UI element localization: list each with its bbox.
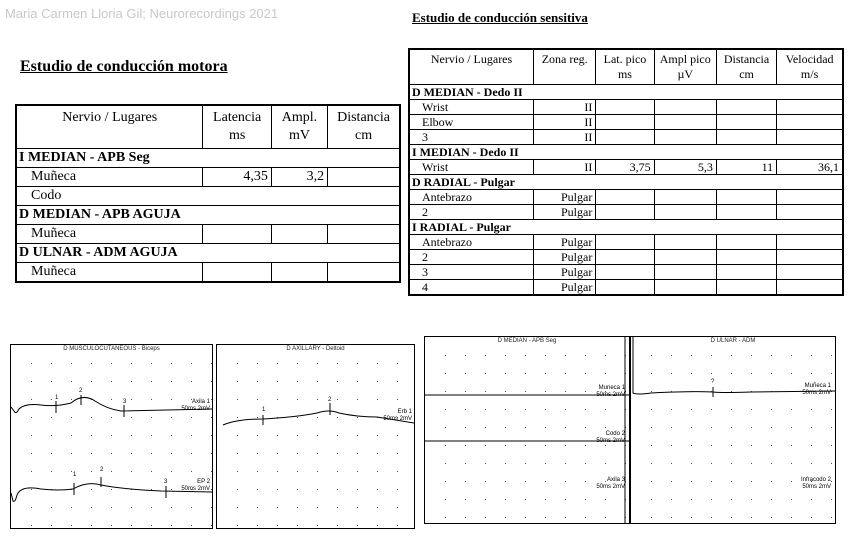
- distance-cell: [328, 225, 400, 244]
- waveform-plot: [425, 337, 629, 523]
- table-row: [16, 225, 400, 244]
- velocity-cell: [777, 205, 843, 220]
- panel-title: D MEDIAN - APB Seg: [497, 338, 557, 344]
- waveform-plot: [631, 337, 835, 523]
- watermark: Maria Carmen Lloria Gil; Neurorecordings 2021: [5, 6, 279, 21]
- zone-cell: II: [534, 160, 596, 175]
- trace-label: Codo 2 50ms 2mV: [596, 431, 625, 444]
- table-row: [16, 168, 400, 187]
- amplitude-cell: [654, 205, 716, 220]
- latency-cell: [596, 130, 654, 145]
- marker: 3: [164, 479, 168, 485]
- table-row: [409, 250, 843, 265]
- amplitude-cell: [654, 250, 716, 265]
- motor-header-latencia: Latencia ms: [203, 105, 271, 149]
- latency-cell: 3,75: [596, 160, 654, 175]
- trace-label: Muñeca 1 50ms 2mV: [802, 383, 831, 396]
- waveform-panel-musculocutaneous: [10, 344, 213, 529]
- zone-cell: II: [534, 100, 596, 115]
- zone-cell: II: [534, 130, 596, 145]
- table-row: [409, 265, 843, 280]
- distance-cell: [716, 130, 776, 145]
- distance-cell: [716, 115, 776, 130]
- velocity-cell: [777, 190, 843, 205]
- marker: 2: [100, 467, 104, 473]
- trace-label: Muneca 1 50ms 2mV: [596, 385, 625, 398]
- trace-label: Infracodo 2 50ms 2mV: [800, 477, 831, 490]
- velocity-cell: [777, 235, 843, 250]
- marker: 2: [328, 397, 332, 403]
- zone-cell: Pulgar: [534, 265, 596, 280]
- amplitude-cell: [271, 225, 327, 244]
- amplitude-cell: [271, 263, 327, 283]
- distance-cell: [716, 250, 776, 265]
- latency-cell: [596, 265, 654, 280]
- distance-cell: [716, 280, 776, 296]
- marker: 1: [73, 472, 77, 478]
- marker: 2: [79, 388, 83, 394]
- velocity-cell: [777, 100, 843, 115]
- amplitude-cell: [654, 280, 716, 296]
- marker: ?: [711, 379, 715, 385]
- distance-cell: [716, 265, 776, 280]
- zone-cell: Pulgar: [534, 280, 596, 296]
- site-cell: 2: [409, 250, 534, 265]
- sensory-header-zona: Zona reg.: [534, 49, 596, 85]
- site-cell: Antebrazo: [409, 190, 534, 205]
- amplitude-cell: [654, 130, 716, 145]
- motor-header-ampl: Ampl. mV: [271, 105, 327, 149]
- site-cell: 4: [409, 280, 534, 296]
- amplitude-cell: [654, 190, 716, 205]
- distance-cell: [716, 235, 776, 250]
- panel-title: D MUSCULOCUTANEOUS - Biceps: [63, 346, 160, 352]
- sensory-header-ampl: Ampl pico µV: [654, 49, 716, 85]
- distance-cell: [716, 190, 776, 205]
- trace-label: Axila 3 50ms 2mV: [596, 477, 625, 490]
- marker: 1: [262, 407, 266, 413]
- motor-group: I MEDIAN - APB Seg: [16, 149, 400, 168]
- velocity-cell: [777, 115, 843, 130]
- sensory-group: D MEDIAN - Dedo II: [409, 85, 843, 100]
- distance-cell: [328, 263, 400, 283]
- sensory-table: [408, 48, 844, 296]
- waveform-panel-axillary: [216, 344, 415, 529]
- latency-cell: [596, 190, 654, 205]
- panel-title: D AXILLARY - Deltoid: [286, 346, 345, 352]
- waveform-plot: [11, 345, 212, 528]
- site-cell: 2: [409, 205, 534, 220]
- table-row: [409, 190, 843, 205]
- site-cell: 3: [409, 130, 534, 145]
- latency-cell: [203, 263, 271, 283]
- latency-cell: 4,35: [203, 168, 271, 187]
- table-row: [409, 235, 843, 250]
- table-row: [16, 263, 400, 283]
- latency-cell: [203, 225, 271, 244]
- site-cell: Muñeca: [16, 168, 203, 187]
- motor-group: D ULNAR - ADM AGUJA: [16, 244, 400, 263]
- velocity-cell: 36,1: [777, 160, 843, 175]
- site-cell: Antebrazo: [409, 235, 534, 250]
- amplitude-cell: 3,2: [271, 168, 327, 187]
- zone-cell: Pulgar: [534, 205, 596, 220]
- amplitude-cell: [654, 100, 716, 115]
- motor-header-nervio: Nervio / Lugares: [16, 105, 203, 149]
- sensory-group: D RADIAL - Pulgar: [409, 175, 843, 190]
- waveform-panel-ulnar: [630, 336, 836, 524]
- sensory-header-vel: Velocidad m/s: [777, 49, 843, 85]
- zone-cell: Pulgar: [534, 235, 596, 250]
- trace-label: EP 2 50ms 2mV: [181, 479, 210, 492]
- motor-group: D MEDIAN - APB AGUJA: [16, 206, 400, 225]
- marker: 3: [123, 399, 127, 405]
- sensory-title: Estudio de conducción sensitiva: [412, 10, 588, 25]
- distance-cell: [716, 205, 776, 220]
- sensory-header-nervio: Nervio / Lugares: [409, 49, 534, 85]
- distance-cell: 11: [716, 160, 776, 175]
- distance-cell: [328, 168, 400, 187]
- table-row: [409, 130, 843, 145]
- amplitude-cell: 5,3: [654, 160, 716, 175]
- velocity-cell: [777, 250, 843, 265]
- waveform-plot: [217, 345, 414, 528]
- velocity-cell: [777, 130, 843, 145]
- trace-label: Axila 1 50ms 2mV: [181, 399, 210, 412]
- marker: 1: [55, 395, 59, 401]
- zone-cell: Pulgar: [534, 190, 596, 205]
- velocity-cell: [777, 280, 843, 296]
- site-cell: Wrist: [409, 160, 534, 175]
- site-cell: Muñeca: [16, 225, 203, 244]
- latency-cell: [596, 115, 654, 130]
- sensory-group: I MEDIAN - Dedo II: [409, 145, 843, 160]
- sensory-header-lat: Lat. pico ms: [596, 49, 654, 85]
- table-row: [409, 160, 843, 175]
- velocity-cell: [777, 265, 843, 280]
- site-cell: Elbow: [409, 115, 534, 130]
- site-cell: 3: [409, 265, 534, 280]
- motor-table: [15, 104, 401, 283]
- latency-cell: [596, 280, 654, 296]
- latency-cell: [596, 235, 654, 250]
- latency-cell: [596, 205, 654, 220]
- zone-cell: II: [534, 115, 596, 130]
- amplitude-cell: [654, 265, 716, 280]
- table-row: [409, 115, 843, 130]
- sensory-group: I RADIAL - Pulgar: [409, 220, 843, 235]
- latency-cell: [596, 250, 654, 265]
- motor-header-distancia: Distancia cm: [328, 105, 400, 149]
- amplitude-cell: [654, 115, 716, 130]
- waveform-panel-median: [424, 336, 630, 524]
- amplitude-cell: [654, 235, 716, 250]
- panel-title: D ULNAR - ADM: [710, 338, 756, 344]
- table-row: [409, 100, 843, 115]
- table-row: [16, 187, 400, 206]
- site-cell: Codo: [16, 187, 400, 206]
- site-cell: Wrist: [409, 100, 534, 115]
- sensory-header-dist: Distancia cm: [716, 49, 776, 85]
- motor-title: Estudio de conducción motora: [20, 58, 228, 75]
- table-row: [409, 205, 843, 220]
- table-row: [409, 280, 843, 296]
- trace-label: Erb 1 50ms 2mV: [383, 409, 412, 422]
- distance-cell: [716, 100, 776, 115]
- zone-cell: Pulgar: [534, 250, 596, 265]
- site-cell: Muñeca: [16, 263, 203, 283]
- latency-cell: [596, 100, 654, 115]
